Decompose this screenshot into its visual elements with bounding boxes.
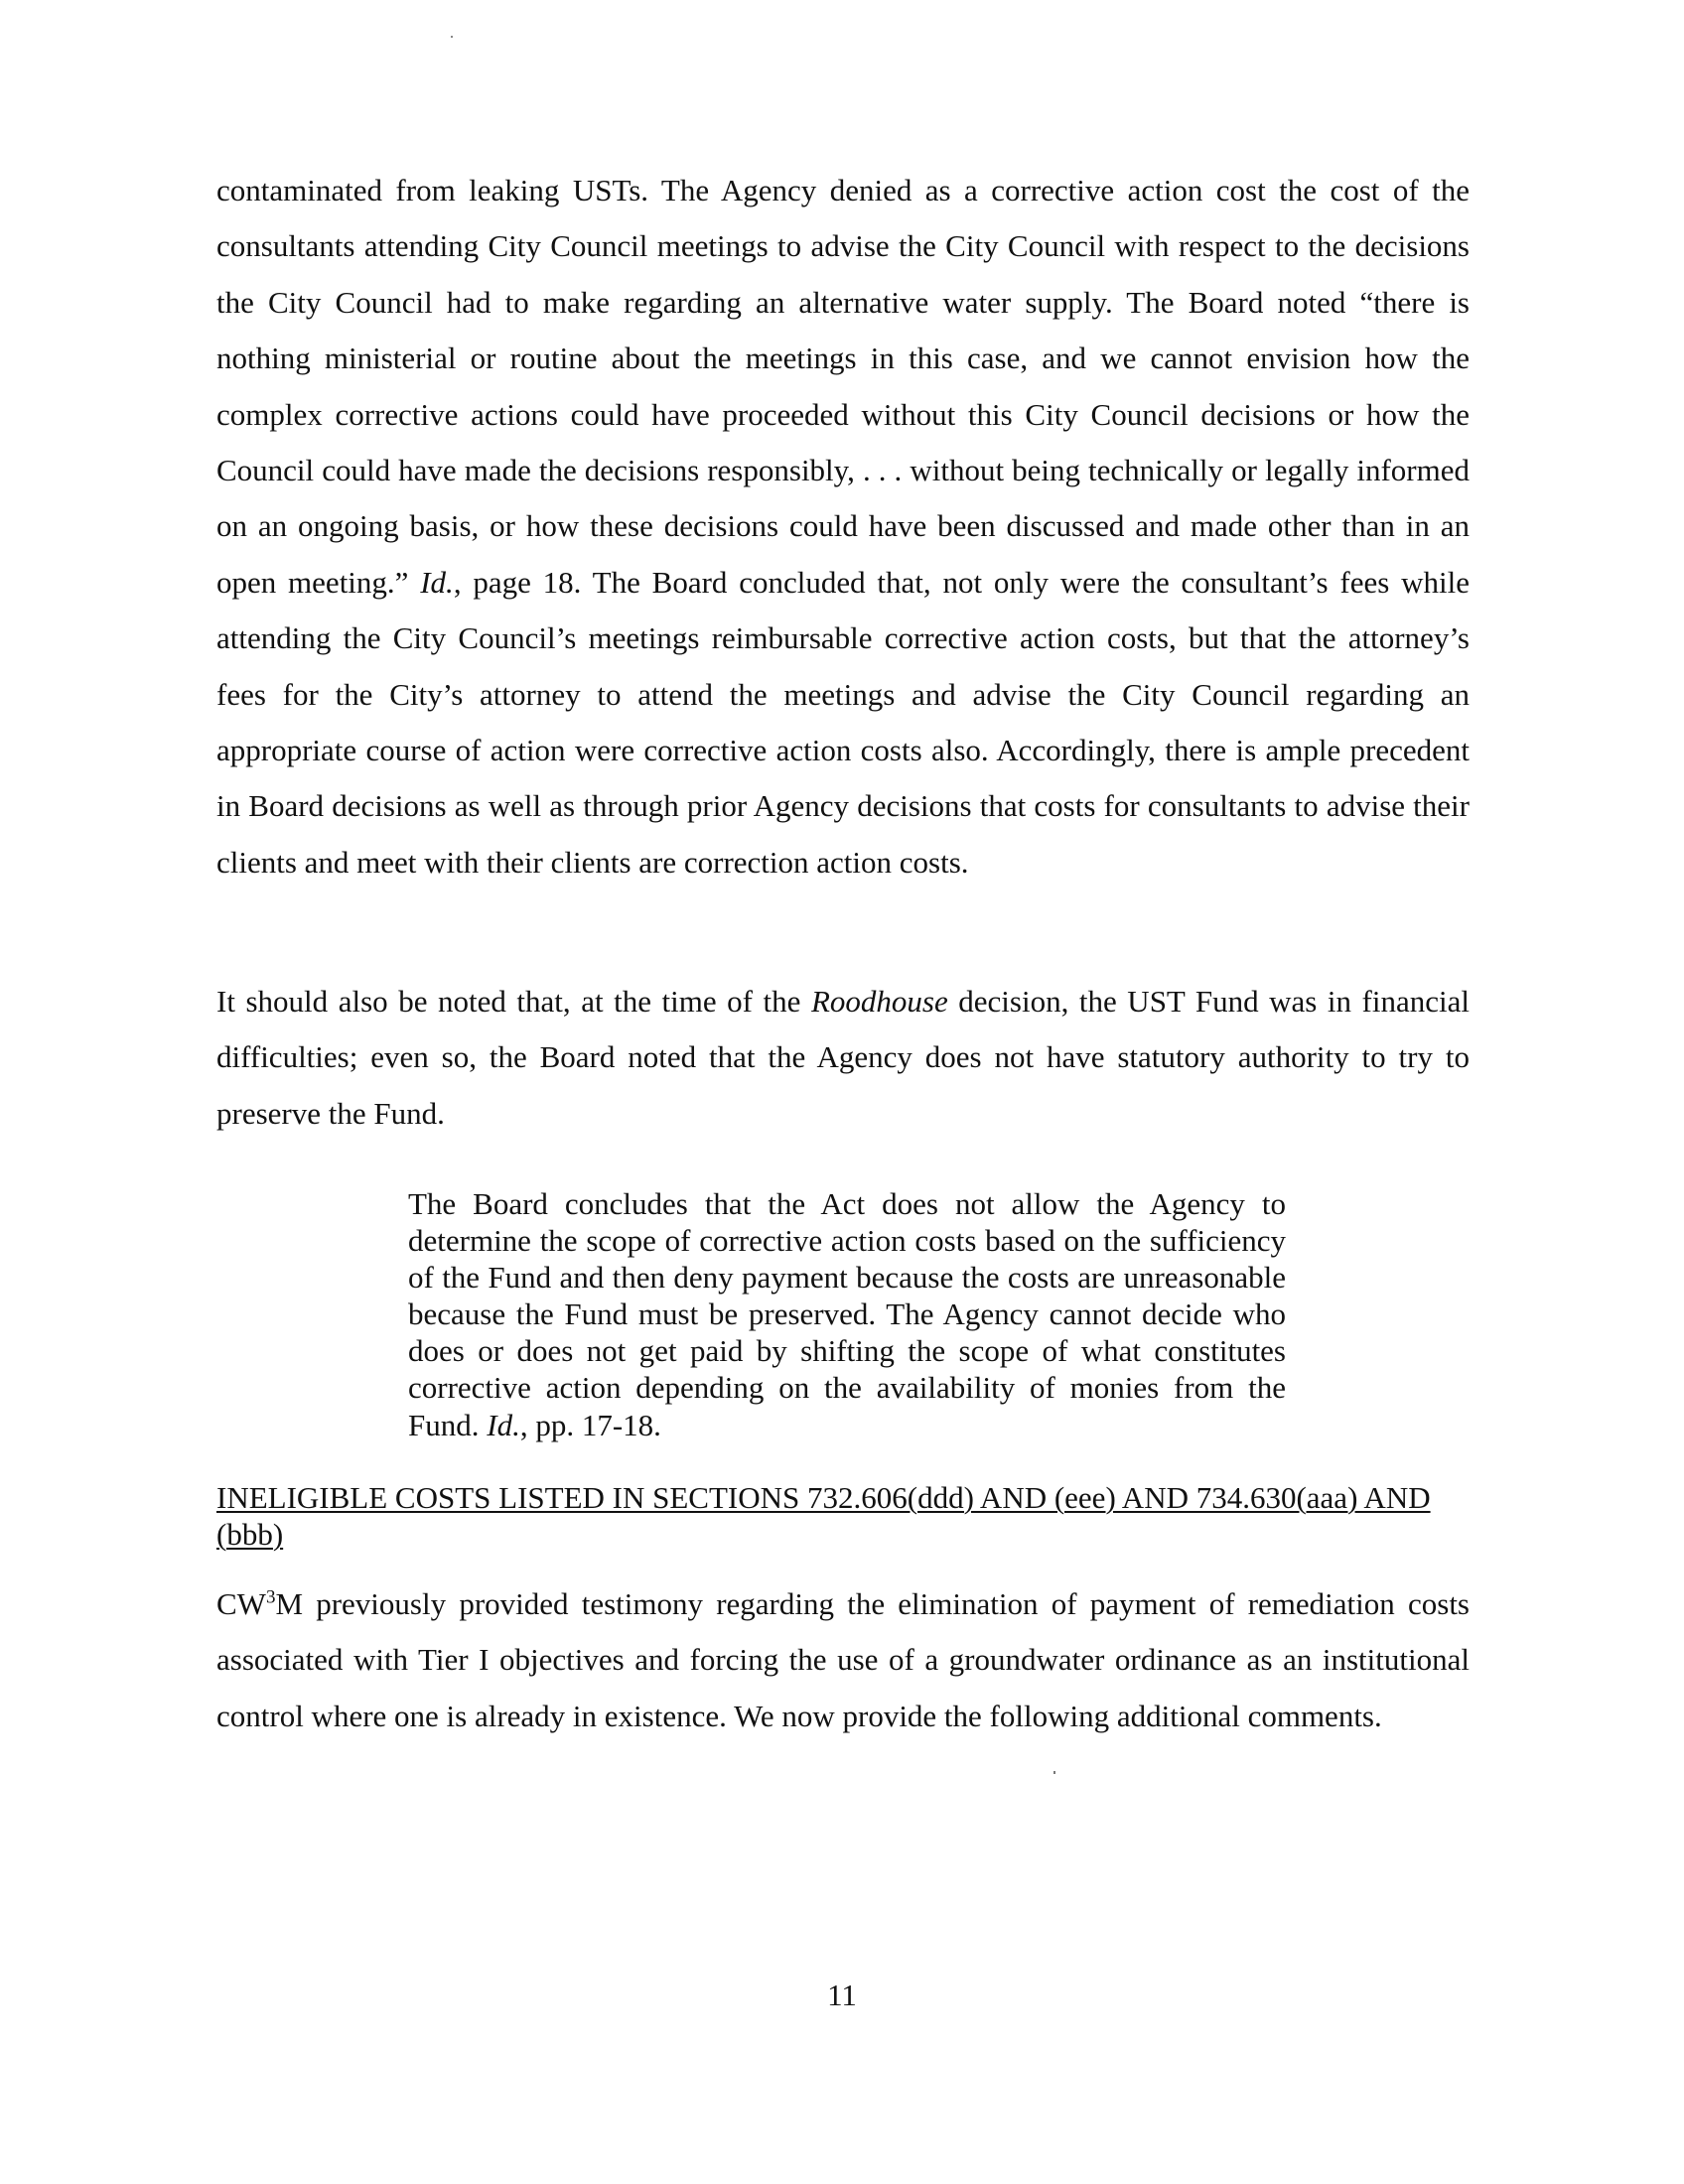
body-paragraph-3 xyxy=(216,1576,1470,1744)
block-quote xyxy=(408,1185,1286,1443)
case-name: Roodhouse xyxy=(810,984,948,1019)
block-quote-citation: Id. xyxy=(487,1407,520,1442)
page-number: 11 xyxy=(827,1978,857,2012)
body-paragraph-2 xyxy=(216,974,1470,1142)
scan-speck xyxy=(451,36,453,38)
paragraph-1-text-a: contaminated from leaking USTs. The Agency denied as a corrective action cost the cost of the consultants attending City Council meetings to advise the City Council with respect to the decisions the City Council had to make regarding an alternative water supply. The Board noted “there is nothing ministerial or routine about the meetings in this case, and we cannot envision how the complex corrective actions could have proceeded without this City Council decisions or how the Council could have made the decisions responsibly, . . . without being technically or legally informed on an ongoing basis, or how these decisions could have been discussed and made other than in an open meeting.” xyxy=(216,173,1470,600)
citation-id: Id. xyxy=(420,564,454,600)
section-heading: INELIGIBLE COSTS LISTED IN SECTIONS 732.606(ddd) AND (eee) AND 734.630(aaa) AND (bbb) xyxy=(216,1480,1431,1552)
paragraph-3-text: previously provided testimony regarding the elimination of payment of remediation costs associated with Tier I objectives and forcing the use of a groundwater ordinance as an institutional control where one is already in existence. We now provide the following additional comments. xyxy=(216,1586,1470,1733)
company-name-superscript: 3 xyxy=(265,1586,276,1608)
company-name-suffix: M xyxy=(275,1586,304,1621)
body-paragraph-1 xyxy=(216,163,1470,890)
block-quote-text-b: , pp. 17-18. xyxy=(519,1407,661,1442)
paragraph-1-text-b: , page 18. The Board concluded that, not only were the consultant’s fees while attending the City Council’s meetings reimbursable corrective action costs, but that the attorney’s fees for the City’s attorney to attend the meetings and advise the City Council regarding an appropriate course of action were corrective action costs also. Accordingly, there is ample precedent in Board decisions as well as through prior Agency decisions that costs for consultants to advise their clients and meet with their clients are correction action costs. xyxy=(216,564,1470,880)
company-name-prefix: CW xyxy=(216,1586,266,1621)
paragraph-2-text-a: It should also be noted that, at the time of the xyxy=(216,984,811,1019)
block-quote-text-a: The Board concludes that the Act does not allow the Agency to determine the scope of corrective action costs based on the sufficiency of the Fund and then deny payment because the costs are unreasonable because the Fund must be preserved. The Agency cannot decide who does or does not get paid by shifting the scope of what constitutes corrective action depending on the availability of monies from the Fund. xyxy=(408,1186,1286,1442)
paragraph-2-text-b: decision, the UST Fund was in financial difficulties; even so, the Board noted that the Agency does not have statutory authority to try to preserve the Fund. xyxy=(216,984,1470,1131)
scan-speck xyxy=(1053,1771,1055,1774)
